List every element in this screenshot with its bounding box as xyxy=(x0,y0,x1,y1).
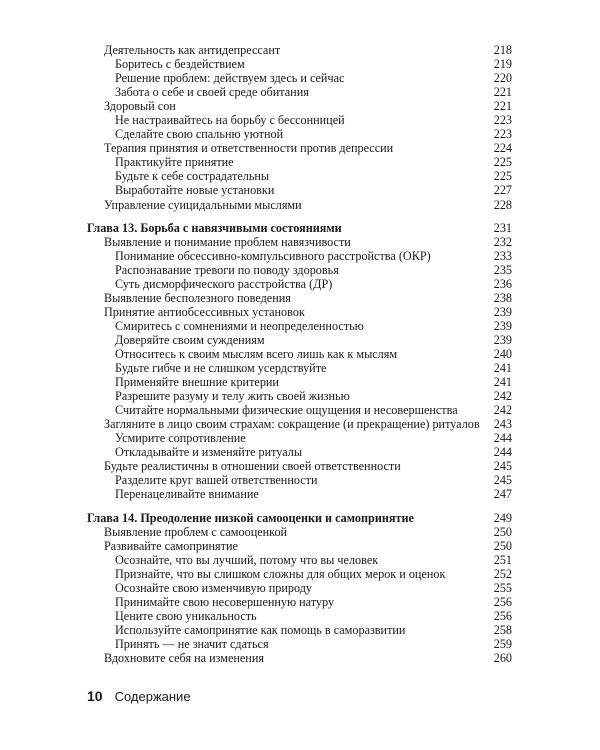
toc-entry-title: Относитесь к своим мыслям всего лишь как к мыслям xyxy=(115,346,398,361)
toc-entry-title: Доверяйте своим суждениям xyxy=(115,332,265,347)
toc-entry-page: 245 xyxy=(493,459,512,474)
toc-entry xyxy=(87,235,512,249)
toc-entry-title: Боритесь с бездействием xyxy=(115,57,245,72)
toc-entry xyxy=(87,375,512,389)
toc-entry-title: Разделите круг вашей ответственности xyxy=(115,473,318,488)
toc-entry xyxy=(87,291,512,305)
toc-entry-page: 224 xyxy=(493,141,512,156)
toc-entry-page: 235 xyxy=(493,262,512,277)
toc-entry xyxy=(87,99,512,113)
toc-entry-title: Глава 14. Преодоление низкой самооценки и самопринятие xyxy=(87,510,414,525)
toc-entry xyxy=(87,141,512,155)
toc-entry-page: 260 xyxy=(493,650,512,665)
toc-entry-page: 221 xyxy=(493,85,512,100)
toc-entry xyxy=(87,539,512,553)
toc-entry xyxy=(87,277,512,291)
toc-entry-title: Применяйте внешние критерии xyxy=(115,375,279,390)
toc-entry-page: 221 xyxy=(493,99,512,114)
toc-entry-page: 240 xyxy=(493,346,512,361)
toc-entry-title: Суть дисморфического расстройства (ДР) xyxy=(115,276,333,291)
toc-entry-title: Терапия принятия и ответственности против депрессии xyxy=(104,141,394,156)
toc-entry-page: 244 xyxy=(493,431,512,446)
toc-entry xyxy=(87,71,512,85)
toc-entry-title: Осознайте свою изменчивую природу xyxy=(115,580,312,595)
toc-entry-page: 225 xyxy=(493,169,512,184)
toc-entry xyxy=(87,553,512,567)
toc-entry-page: 239 xyxy=(493,304,512,319)
toc-entry-page: 238 xyxy=(493,290,512,305)
toc-chapter-entry xyxy=(87,511,512,525)
toc-entry xyxy=(87,305,512,319)
toc-entry-page: 242 xyxy=(493,403,512,418)
toc-entry xyxy=(87,183,512,197)
toc-entry-title: Принимайте свою несовершенную натуру xyxy=(115,594,335,609)
toc-entry-page: 255 xyxy=(493,580,512,595)
toc-entry-title: Разрешите разуму и телу жить своей жизнью xyxy=(115,389,350,404)
toc-entry xyxy=(87,198,512,212)
toc-entry-title: Загляните в лицо своим страхам: сокращение (и прекращение) ритуалов xyxy=(104,417,480,432)
toc-entry xyxy=(87,567,512,581)
toc-entry-title: Забота о себе и своей среде обитания xyxy=(115,85,309,100)
toc-entry xyxy=(87,169,512,183)
toc-entry-page: 244 xyxy=(493,445,512,460)
toc-entry-title: Сделайте свою спальню уютной xyxy=(115,127,284,142)
toc-entry xyxy=(87,609,512,623)
toc-entry-page: 219 xyxy=(493,57,512,72)
toc-entry-page: 239 xyxy=(493,332,512,347)
toc-entry xyxy=(87,347,512,361)
toc-entry-page: 247 xyxy=(493,487,512,502)
toc-entry-page: 231 xyxy=(493,220,512,235)
toc-entry-page: 250 xyxy=(493,524,512,539)
toc-entry-page: 218 xyxy=(493,43,512,57)
toc-entry xyxy=(87,525,512,539)
toc-entry-title: Усмирите сопротивление xyxy=(115,431,246,446)
toc-entry-page: 259 xyxy=(493,636,512,651)
toc-entry-page: 256 xyxy=(493,594,512,609)
toc-entry-title: Вдохновите себя на изменения xyxy=(104,650,264,665)
toc-entry xyxy=(87,319,512,333)
toc-entry-page: 236 xyxy=(493,276,512,291)
toc-entry xyxy=(87,417,512,431)
toc-entry-page: 239 xyxy=(493,318,512,333)
toc-entry xyxy=(87,637,512,651)
toc-entry xyxy=(87,459,512,473)
toc-entry xyxy=(87,127,512,141)
toc-entry-title: Выявление проблем с самооценкой xyxy=(104,524,288,539)
toc-entry xyxy=(87,57,512,71)
toc-entry-title: Будьте к себе сострадательны xyxy=(115,169,270,184)
toc-entry xyxy=(87,651,512,665)
toc-entry xyxy=(87,249,512,263)
toc-entry-page: 258 xyxy=(493,622,512,637)
toc-chapter-entry xyxy=(87,221,512,235)
toc-entry-page: 256 xyxy=(493,608,512,623)
toc-entry-title: Понимание обсессивно-компульсивного расстройства (ОКР) xyxy=(115,248,431,263)
toc-entry-title: Не настраивайтесь на борьбу с бессонницей xyxy=(115,113,345,128)
toc-entry-title: Распознавание тревоги по поводу здоровья xyxy=(115,262,339,277)
page-footer xyxy=(87,688,191,704)
toc-entry-page: 232 xyxy=(493,234,512,249)
toc-entry-page: 220 xyxy=(493,71,512,86)
toc-entry-page: 228 xyxy=(493,197,512,212)
table-of-contents xyxy=(87,43,512,665)
toc-entry-title: Признайте, что вы слишком сложны для общих мерок и оценок xyxy=(115,566,446,581)
toc-entry-page: 227 xyxy=(493,183,512,198)
toc-entry xyxy=(87,595,512,609)
toc-entry-page: 223 xyxy=(493,127,512,142)
running-head: Содержание xyxy=(114,689,191,704)
toc-entry-page: 252 xyxy=(493,566,512,581)
toc-entry xyxy=(87,487,512,501)
toc-entry-title: Здоровый сон xyxy=(104,99,176,114)
toc-entry-page: 243 xyxy=(493,417,512,432)
toc-entry xyxy=(87,473,512,487)
toc-entry-title: Выявление бесполезного поведения xyxy=(104,290,291,305)
toc-entry-page: 233 xyxy=(493,248,512,263)
toc-entry-title: Деятельность как антидепрессант xyxy=(104,43,281,57)
toc-entry xyxy=(87,389,512,403)
toc-entry-title: Развивайте самопринятие xyxy=(104,538,238,553)
toc-entry-title: Будьте реалистичны в отношении своей ответственности xyxy=(104,459,401,474)
toc-entry-page: 250 xyxy=(493,538,512,553)
toc-entry-page: 242 xyxy=(493,389,512,404)
toc-entry-title: Решение проблем: действуем здесь и сейчас xyxy=(115,71,345,86)
toc-entry xyxy=(87,361,512,375)
toc-entry-title: Управление суицидальными мыслями xyxy=(104,197,302,212)
toc-entry xyxy=(87,85,512,99)
toc-entry-title: Глава 13. Борьба с навязчивыми состояниями xyxy=(87,220,342,235)
toc-entry-title: Принятие антиобсессивных установок xyxy=(104,304,305,319)
toc-entry xyxy=(87,263,512,277)
toc-entry-title: Будьте гибче и не слишком усердствуйте xyxy=(115,361,327,376)
toc-entry-title: Осознайте, что вы лучший, потому что вы человек xyxy=(115,552,379,567)
toc-entry-title: Выявление и понимание проблем навязчивости xyxy=(104,234,351,249)
page-number: 10 xyxy=(87,688,103,704)
toc-entry-page: 241 xyxy=(493,375,512,390)
toc-entry-page: 241 xyxy=(493,361,512,376)
toc-entry-title: Используйте самопринятие как помощь в саморазвитии xyxy=(115,622,406,637)
toc-entry xyxy=(87,431,512,445)
toc-entry xyxy=(87,581,512,595)
toc-entry-page: 223 xyxy=(493,113,512,128)
toc-entry-page: 225 xyxy=(493,155,512,170)
toc-entry xyxy=(87,623,512,637)
toc-entry-page: 245 xyxy=(493,473,512,488)
toc-entry-page: 249 xyxy=(493,510,512,525)
toc-entry xyxy=(87,43,512,57)
toc-entry xyxy=(87,403,512,417)
toc-entry xyxy=(87,155,512,169)
toc-entry-title: Считайте нормальными физические ощущения и несовершенства xyxy=(115,403,458,418)
toc-entry xyxy=(87,113,512,127)
toc-entry xyxy=(87,333,512,347)
toc-entry-title: Смиритесь с сомнениями и неопределенностью xyxy=(115,318,364,333)
toc-entry-title: Принять — не значит сдаться xyxy=(115,636,269,651)
toc-entry-title: Практикуйте принятие xyxy=(115,155,234,170)
toc-entry-title: Перенацеливайте внимание xyxy=(115,487,259,502)
toc-entry-title: Откладывайте и изменяйте ритуалы xyxy=(115,445,303,460)
toc-entry xyxy=(87,445,512,459)
toc-entry-page: 251 xyxy=(493,552,512,567)
toc-entry-title: Цените свою уникальность xyxy=(115,608,257,623)
toc-entry-title: Выработайте новые установки xyxy=(115,183,275,198)
